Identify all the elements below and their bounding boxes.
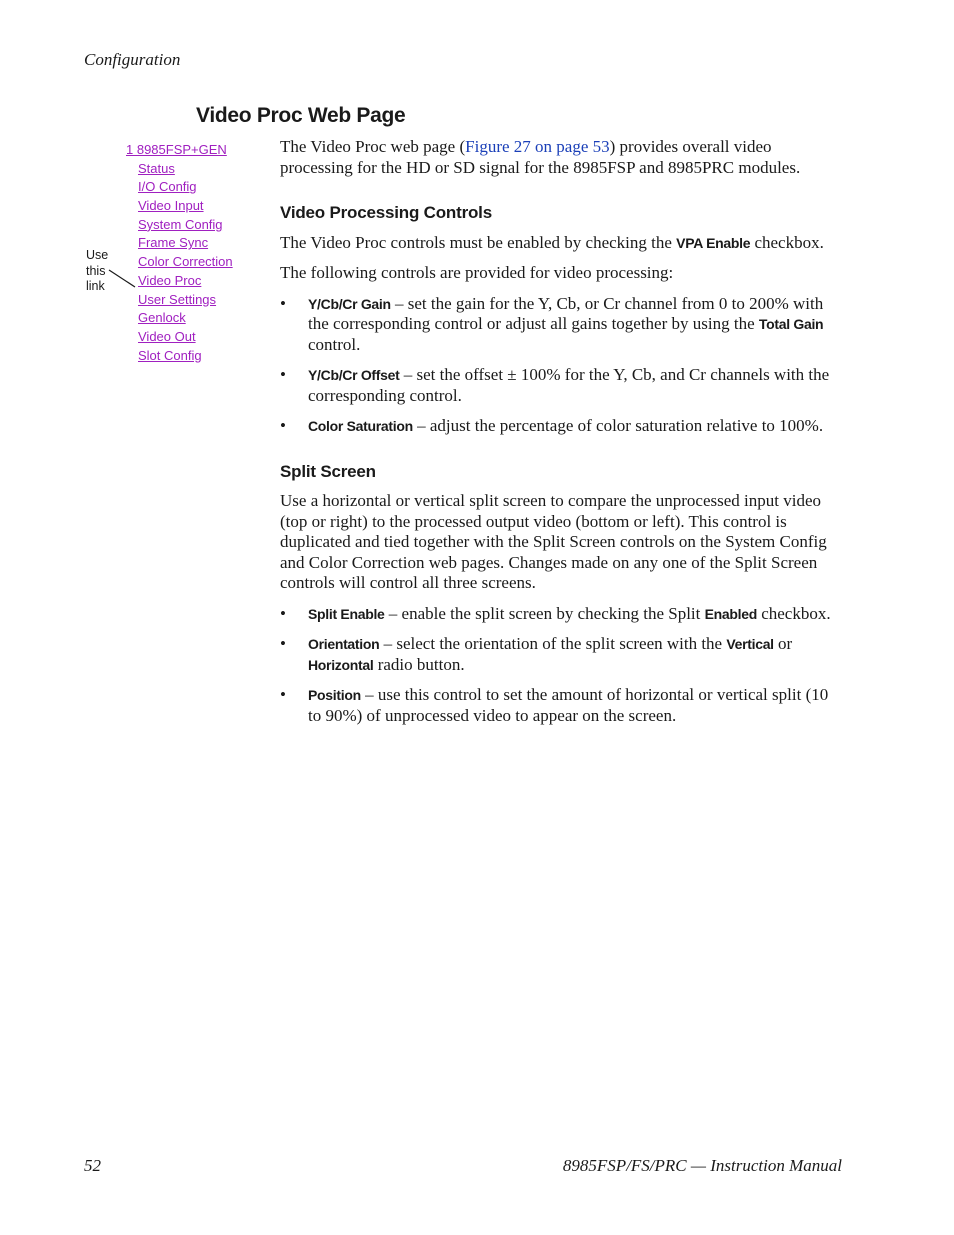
bullet-marker: • xyxy=(280,634,286,653)
callout-line-1: Use xyxy=(86,248,109,262)
list-item: • Y/Cb/Cr Gain – set the gain for the Y, Cb, or Cr channel from 0 to 200% with the corresponding control or adjust all gains together by using the Total Gain control. xyxy=(280,293,824,354)
color-saturation-term: Color Saturation xyxy=(308,418,413,434)
nav-link-video-input[interactable]: Video Input xyxy=(138,198,204,214)
callout-line-3: link xyxy=(86,279,105,293)
body-text-column xyxy=(280,137,842,736)
split-screen-paragraph: Use a horizontal or vertical split screen to compare the unprocessed input video (top or right) to the processed output video (bottom or left). This control is duplicated and tied together with the Split Screen controls on the System Config and Color Correction web pages. Changes made on any one of the Split Screen controls will control all three screens. xyxy=(280,491,827,592)
bullet-marker: • xyxy=(280,293,286,313)
bullet-marker: • xyxy=(280,603,286,623)
ycbcr-gain-term: Y/Cb/Cr Gain xyxy=(308,295,391,312)
figure-reference-link[interactable]: Figure 27 on page 53 xyxy=(465,137,610,156)
list-item: • Orientation – select the orientation of the split screen with the Vertical or Horizontal radio button. xyxy=(280,634,793,674)
bullet-marker: • xyxy=(280,416,286,435)
ycbcr-offset-term: Y/Cb/Cr Offset xyxy=(308,367,400,383)
nav-link-video-out[interactable]: Video Out xyxy=(138,328,196,344)
callout-pointer-line xyxy=(108,268,138,290)
section-title: Video Proc Web Page xyxy=(196,104,406,127)
nav-link-color-correction[interactable]: Color Correction xyxy=(138,254,233,270)
list-item: • Split Enable – enable the split screen by checking the Split Enabled checkbox. xyxy=(280,603,831,623)
nav-link-status[interactable]: Status xyxy=(138,160,175,176)
video-processing-controls-heading: Video Processing Controls xyxy=(280,203,492,222)
list-item: • Position – use this control to set the amount of horizontal or vertical split (10 to 90%) of unprocessed video to appear on the screen. xyxy=(280,685,829,725)
nav-link-video-proc[interactable]: Video Proc xyxy=(138,272,202,288)
split-screen-heading: Split Screen xyxy=(280,461,376,481)
running-header: Configuration xyxy=(84,50,181,69)
callout-line-2: this xyxy=(86,263,106,278)
intro-paragraph: The Video Proc web page (Figure 27 on page 53) provides overall video processing for the HD or SD signal for the 8985FSP and 8985PRC modules. xyxy=(280,137,801,177)
split-enable-term: Split Enable xyxy=(308,605,385,622)
page-number: 52 xyxy=(84,1156,101,1175)
vpa-enable-ui-label: VPA Enable xyxy=(676,234,751,251)
enabled-ui-label: Enabled xyxy=(704,605,757,622)
split-bullet-list xyxy=(280,604,842,727)
list-item: • Y/Cb/Cr Offset – set the offset ± 100% for the Y, Cb, and Cr channels with the corresponding control. xyxy=(280,365,830,405)
nav-link-io-config[interactable]: I/O Config xyxy=(138,179,197,195)
horizontal-ui-label: Horizontal xyxy=(308,656,374,673)
bullet-marker: • xyxy=(280,685,286,704)
total-gain-ui-label: Total Gain xyxy=(758,316,824,332)
nav-link-slot-config[interactable]: Slot Config xyxy=(138,347,202,363)
bullet-marker: • xyxy=(280,365,286,384)
web-page-nav-panel xyxy=(126,141,256,365)
manual-title-footer: 8985FSP/FS/PRC — Instruction Manual xyxy=(562,1156,842,1175)
nav-link-system-config[interactable]: System Config xyxy=(138,216,223,232)
nav-link-module-root[interactable]: 1 8985FSP+GEN xyxy=(126,142,227,157)
vertical-ui-label: Vertical xyxy=(726,636,774,652)
nav-link-user-settings[interactable]: User Settings xyxy=(138,291,217,307)
position-term: Position xyxy=(308,687,361,703)
vpc-list-intro: The following controls are provided for video processing: xyxy=(280,263,674,282)
use-this-link-callout xyxy=(86,248,108,295)
nav-link-genlock[interactable]: Genlock xyxy=(138,310,186,326)
vpc-enable-paragraph: The Video Proc controls must be enabled by checking the VPA Enable checkbox. xyxy=(280,232,824,252)
orientation-term: Orientation xyxy=(308,636,380,652)
list-item: • Color Saturation – adjust the percentage of color saturation relative to 100%. xyxy=(280,416,824,435)
nav-link-frame-sync[interactable]: Frame Sync xyxy=(138,235,209,251)
vpc-bullet-list xyxy=(280,294,842,437)
